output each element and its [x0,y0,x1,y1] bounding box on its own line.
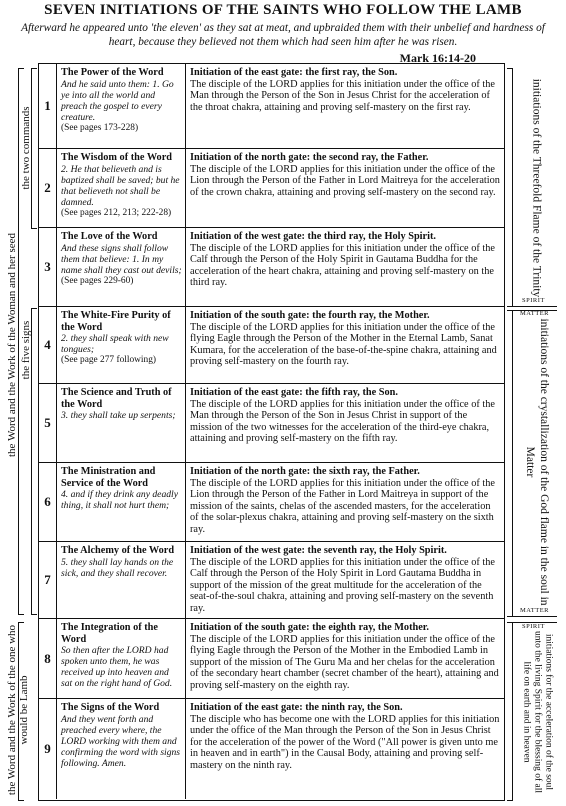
tag-spirit-2: SPIRIT [522,623,545,630]
tag-spirit-1: SPIRIT [522,297,545,304]
row-left-title: The Ministration and Service of the Word [61,466,156,489]
row-number: 8 [39,619,57,698]
table-row [39,542,504,619]
row-left-scripture: And they went forth and preached every where, the LORD working with them and confirming the word with signs following. Amen. [61,713,181,769]
row-right-body: The disciple of the LORD applies for this initiation under the office of the Calf through the Person of the Holy Spirit in Lord Gautama Buddha in support of the mission of the great multitude for the acceleration of the seat-of-the-soul chakra, attaining and proving self-mastery on the seventh ray. [190,556,495,614]
label-acceleration [521,625,554,799]
row-right-head: Initiation of the north gate: the sixth ray, the Father. [190,466,420,477]
row-right-head: Initiation of the north gate: the second ray, the Father. [190,152,429,163]
row-left-title: The Wisdom of the Word [61,152,172,163]
row-left-title: The White-Fire Purity of the Word [61,310,171,333]
row-right-cell [186,228,504,306]
label-threefold-text: initiations of the Threefold Flame of the Trinity [530,78,543,298]
row-number: 4 [39,307,57,383]
tag-matter-2: MATTER [520,607,549,614]
row-number: 7 [39,542,57,618]
row-right-cell [186,307,504,383]
row-left-scripture: 2. they shall speak with new tongues; [61,333,169,355]
row-left-cell [57,307,186,383]
row-right-cell [186,64,504,148]
row-number: 6 [39,463,57,541]
row-left-cell [57,463,186,541]
tag-matter-1: MATTER [520,310,549,317]
row-right-cell [186,384,504,462]
row-right-head: Initiation of the south gate: the eighth ray, the Mother. [190,622,430,633]
row-left-scripture: And he said unto them: 1. Go ye into all the world and preach the gospel to every creature. [61,78,174,123]
label-word-work-lamb [6,621,30,799]
label-five-signs: the five signs [20,320,32,380]
row-right-head: Initiation of the east gate: the ninth ray, the Son. [190,702,403,713]
row-left-cell [57,228,186,306]
row-left-title: The Love of the Word [61,231,158,242]
page-title: SEVEN INITIATIONS OF THE SAINTS WHO FOLLOW THE LAMB [44,2,522,18]
table-row [39,307,504,384]
row-number: 3 [39,228,57,306]
label-word-work-lamb-text: the Word and the Work of the one who would be Lamb [6,624,30,796]
row-right-cell [186,542,504,618]
row-left-cell [57,64,186,148]
table-row [39,619,504,699]
intro-text: Afterward he appeared unto 'the eleven' as they sat at meat, and upbraided them with their unbelief and hardness of heart, because they believed not them which had seen him after he was risen. [21,22,545,48]
table-row [39,149,504,228]
table-row [39,64,504,149]
row-number: 1 [39,64,57,148]
row-right-body: The disciple of the LORD applies for this initiation under the office of the Lion through the Person of the Father in Lord Maitreya for the acceleration of the crown chakra, attaining and proving self-mastery on the second ray. [190,163,500,198]
row-right-body: The disciple of the LORD applies for this initiation under the office of the flying Eagle through the Person of the Mother in the Embodied Lamb in support of the mission of The Guru Ma and her chelas for the acceleration of the secondary heart chamber (secret chamber of the heart), attaining and proving self-mastery on the eighth ray. [190,633,499,691]
row-left-scripture: 4. and if they drink any deadly thing, it shall not hurt them; [61,489,178,511]
row-left-title: The Alchemy of the Word [61,545,175,556]
row-left-cell [57,542,186,618]
row-left-scripture: 5. they shall lay hands on the sick, and they shall recover. [61,556,174,579]
label-two-commands: the two commands [20,106,32,190]
scripture-reference: Mark 16:14-20 [399,51,476,65]
row-right-cell [186,463,504,541]
row-left-pages: (See pages 173-228) [61,122,139,133]
row-left-cell [57,699,186,799]
table-row [39,384,504,463]
row-right-body: The disciple of the LORD applies for this initiation under the office of the Man through the Person of the Son in Jesus Christ for the acceleration of the throat chakra, attaining and proving self-mastery on the first ray. [190,78,495,113]
row-left-title: The Power of the Word [61,67,164,78]
row-right-head: Initiation of the west gate: the seventh ray, the Holy Spirit. [190,545,447,556]
label-crystallization-text: initiations of the crystallization of the God flame in the soul in Matter [524,318,550,606]
row-right-cell [186,149,504,227]
row-right-body: The disciple of the LORD applies for this initiation under the office of the flying Eagle through the Person of the Mother in the Eternal Lamb, Sanat Kumara, for the acceleration of the base-of-the-spine chakra, attaining and proving self-mastery on the fourth ray. [190,321,497,368]
row-right-body: The disciple of the LORD applies for this initiation under the office of the Lion through the Person of the Father in Lord Maitreya in support of the mission of the saints, chelas of the ascended masters, for the acceleration of the solar-plexus chakra, attaining and proving self-mastery on the sixth ray. [190,477,495,535]
label-word-work-woman: the Word and the Work of the Woman and her seed [6,232,18,458]
row-left-scripture: So then after the LORD had spoken unto them, he was received up into heaven and sat on the right hand of God. [61,645,173,689]
row-left-scripture: And these signs shall follow them that believe: 1. In my name shall they cast out devils; [61,242,182,276]
row-right-head: Initiation of the east gate: the first ray, the Son. [190,67,398,78]
row-left-pages: (See pages 229-60) [61,275,134,286]
row-left-cell [57,619,186,698]
label-acceleration-text: initiations for the acceleration of the soul unto the living Spirit for the blessing of all life on earth and in heaven [521,630,554,793]
table-row [39,699,504,799]
row-left-pages: (See pages 212, 213; 222-28) [61,207,172,218]
row-right-cell [186,619,504,698]
row-left-title: The Science and Truth of the Word [61,387,172,410]
label-threefold [530,73,543,303]
row-right-body: The disciple who has become one with the LORD applies for this initiation under the office of the Man through the Person of the Son in Jesus Christ for the acceleration of the power of the Word ("All power is given unto me in heaven and in earth") in the Causal Body, attaining and proving self-mastery on the ninth ray. [190,713,500,771]
row-right-head: Initiation of the east gate: the fifth ray, the Son. [190,387,398,398]
row-number: 2 [39,149,57,227]
row-right-cell [186,699,504,799]
row-right-head: Initiation of the south gate: the fourth ray, the Mother. [190,310,430,321]
row-right-head: Initiation of the west gate: the third ray, the Holy Spirit. [190,231,436,242]
row-number: 5 [39,384,57,462]
label-crystallization [523,317,551,607]
row-right-body: The disciple of the LORD applies for this initiation under the office of the Calf through the Person of the Holy Spirit in Gautama Buddha for the acceleration of the heart chakra, attaining and proving self-mastery on the third ray. [190,242,495,289]
table-row [39,228,504,307]
initiations-table [38,63,505,801]
row-left-scripture: 2. He that believeth and is baptized shall be saved; but he that believeth not shall be damned. [61,163,180,208]
table-row [39,463,504,542]
row-left-title: The Integration of the Word [61,622,158,645]
row-left-scripture: 3. they shall take up serpents; [61,410,176,421]
row-left-title: The Signs of the Word [61,702,160,713]
row-right-body: The disciple of the LORD applies for this initiation under the office of the Man through the Person of the Son in Jesus Christ in support of the mission of the two witnesses for the acceleration of the third-eye chakra, attaining and proving self-mastery on the fifth ray. [190,398,495,445]
row-left-cell [57,384,186,462]
row-left-pages: (See page 277 following) [61,355,157,365]
row-number: 9 [39,699,57,799]
row-left-cell [57,149,186,227]
